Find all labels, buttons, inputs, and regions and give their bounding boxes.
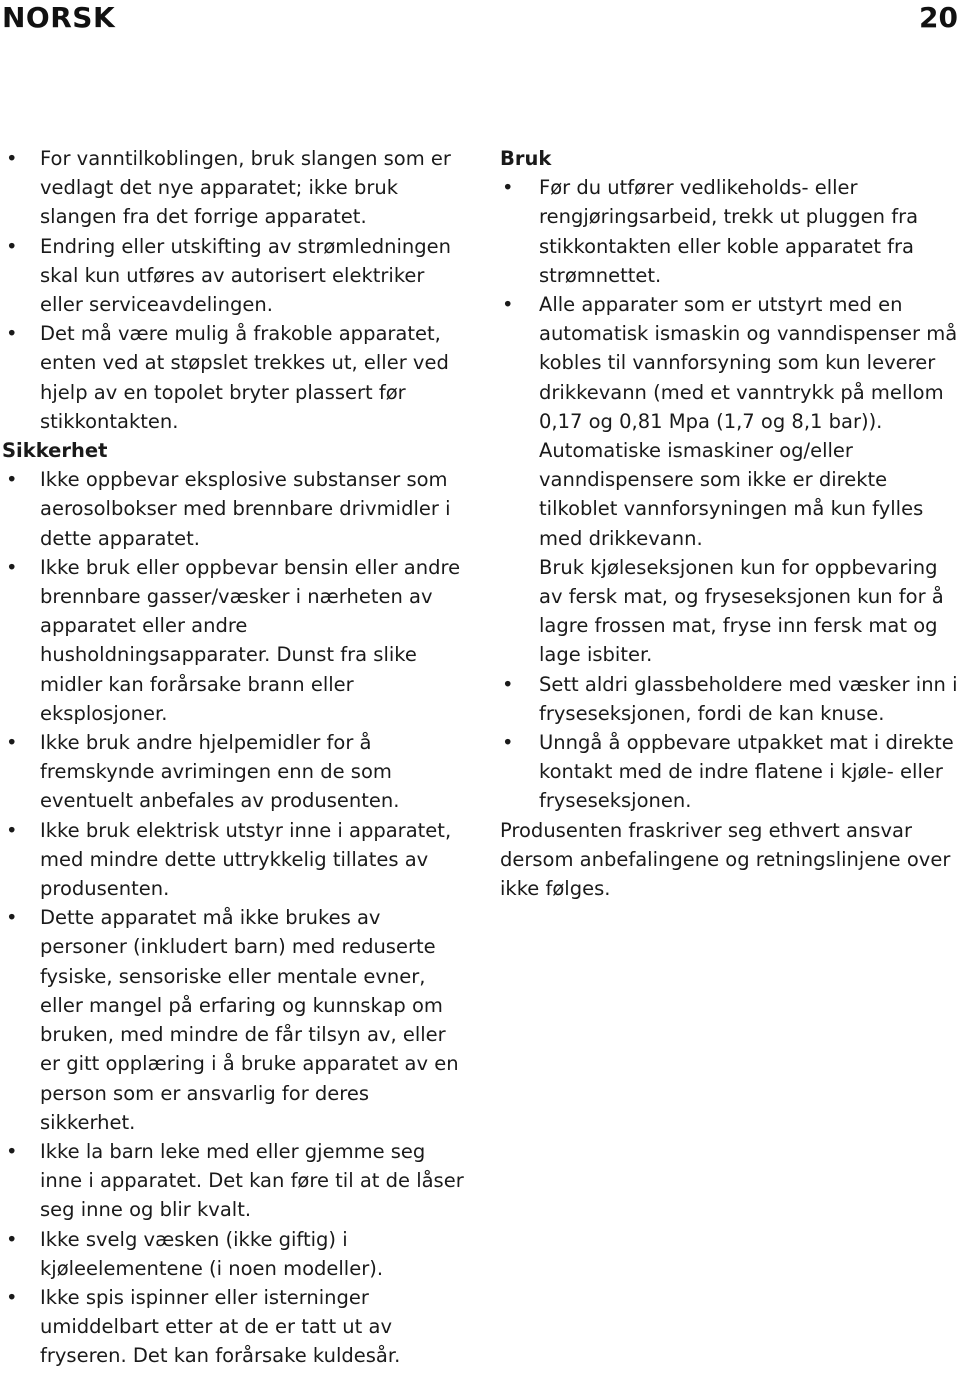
list-item: • Ikke bruk andre hjelpemidler for å fremskynde avrimingen enn de som eventuelt anbefales av produsenten. (0, 728, 470, 816)
safety-list (0, 465, 470, 1370)
list-item: • Ikke svelg væsken (ikke giftig) i kjøleelementene (i noen modeller). (0, 1225, 470, 1283)
page-header (0, 0, 960, 36)
list-item-subparagraph: Bruk kjøleseksjonen kun for oppbevaring av fersk mat, og fryseseksjonen kun for å lagre frossen mat, fryse inn fersk mat og lage isbiter. (539, 555, 944, 667)
page-number: 20 (919, 1, 958, 34)
right-column (500, 144, 960, 903)
list-item: • Dette apparatet må ikke brukes av personer (inkludert barn) med reduserte fysiske, sensoriske eller mentale evner, eller mangel på erfaring og kunnskap om bruken, med mindre de får tilsyn av, eller er gitt opplæring i å bruke apparatet av en person som er ansvarlig for deres sikkerhet. (0, 903, 470, 1137)
list-item: • Ikke bruk elektrisk utstyr inne i apparatet, med mindre dette uttrykkelig tillates av produsenten. (0, 816, 470, 904)
list-item: • Ikke oppbevar eksplosive substanser som aerosolbokser med brennbare drivmidler i dette apparatet. (0, 465, 470, 553)
list-item: • Det må være mulig å frakoble apparatet, enten ved at støpslet trekkes ut, eller ved hjelp av en topolet bryter plassert før stikkontakten. (0, 319, 470, 436)
list-item: • Unngå å oppbevare utpakket mat i direkte kontakt med de indre flatene i kjøle- eller fryseseksjonen. (500, 728, 960, 816)
list-item: • Ikke bruk eller oppbevar bensin eller andre brennbare gasser/væsker i nærheten av apparatet eller andre husholdningsapparater. Dunst fra slike midler kan forårsake brann eller eksplosjoner. (0, 553, 470, 728)
list-item-with-subparagraphs (500, 290, 960, 670)
list-item-text: • Alle apparater som er utstyrt med en automatisk ismaskin og vanndispenser må kobles til vannforsyning som kun leverer drikkevann (med et vanntrykk på mellom 0,17 og 0,81 Mpa (1,7 og 8,1 bar)). (539, 293, 958, 433)
list-item: • Ikke spis ispinner eller isterninger umiddelbart etter at de er tatt ut av fryseren. Det kan forårsake kuldesår. (0, 1283, 470, 1371)
left-column (0, 144, 470, 1371)
list-item: • Endring eller utskifting av strømledningen skal kun utføres av autorisert elektriker eller serviceavdelingen. (0, 232, 470, 320)
safety-heading: Sikkerhet (2, 439, 108, 463)
list-item-subparagraph: Automatiske ismaskiner og/eller vanndispensere som ikke er direkte tilkoblet vannforsyningen må kun fylles med drikkevann. (539, 439, 924, 550)
list-item: • Før du utfører vedlikeholds- eller rengjøringsarbeid, trekk ut pluggen fra stikkontakten eller koble apparatet fra strømnettet. (500, 173, 960, 290)
use-heading: Bruk (500, 147, 552, 170)
list-item: • Sett aldri glassbeholdere med væsker inn i fryseseksjonen, fordi de kan knuse. (500, 670, 960, 728)
language-title: NORSK (2, 1, 116, 34)
intro-list (0, 144, 470, 436)
use-list (500, 173, 960, 815)
list-item: • For vanntilkoblingen, bruk slangen som er vedlagt det nye apparatet; ikke bruk slangen fra det forrige apparatet. (0, 144, 470, 232)
disclaimer-paragraph: Produsenten fraskriver seg ethvert ansvar dersom anbefalingene og retningslinjene over ikke følges. (500, 818, 951, 901)
list-item: • Ikke la barn leke med eller gjemme seg inne i apparatet. Det kan føre til at de låser seg inne og blir kvalt. (0, 1137, 470, 1225)
